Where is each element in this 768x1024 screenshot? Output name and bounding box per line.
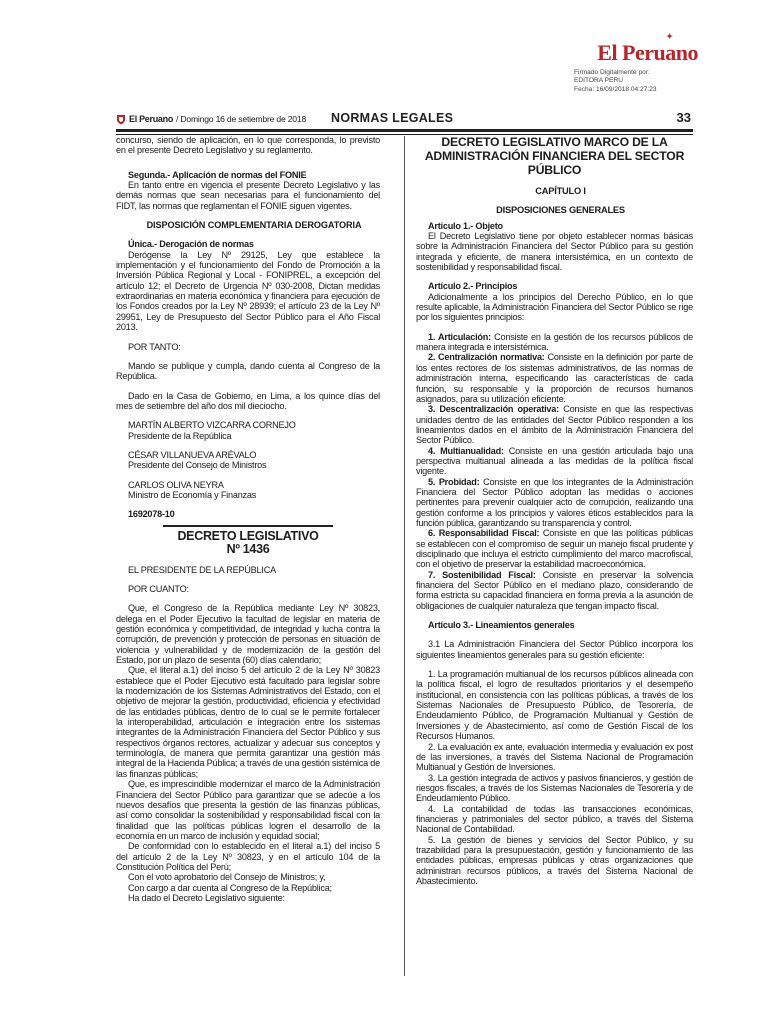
shield-icon bbox=[116, 114, 126, 125]
section-heading: DISPOSICIÓN COMPLEMENTARIA DEROGATORIA bbox=[146, 220, 362, 231]
provision-heading: Única.- Derogación de normas bbox=[128, 239, 254, 250]
principle-text: Consiste en una gestión articulada bajo una perspectiva multianual alineada a las medidas de la política fiscal vigente. bbox=[416, 445, 693, 477]
digital-signature bbox=[574, 69, 694, 94]
paragraph: Mando se publique y cumpla, dando cuenta al Congreso de la República. bbox=[116, 360, 380, 382]
paragraph: Ha dado el Decreto Legislativo siguiente: bbox=[128, 892, 285, 903]
signer-name: CARLOS OLIVA NEYRA bbox=[128, 479, 224, 490]
title-line: ADMINISTRACIÓN FINANCIERA DEL SECTOR bbox=[424, 149, 685, 163]
left-column bbox=[116, 135, 380, 903]
title-line: PÚBLICO bbox=[527, 163, 582, 177]
paragraph: EL PRESIDENTE DE LA REPÚBLICA bbox=[128, 564, 276, 575]
chapter-heading: CAPÍTULO I bbox=[535, 186, 586, 196]
signature-line: Firmado Digitalmente por: bbox=[574, 69, 650, 76]
paragraph: Con el voto aprobatorio del Consejo de Ministros; y, bbox=[128, 872, 326, 883]
header-rule bbox=[116, 129, 693, 132]
principle-label: 5. Probidad: bbox=[428, 476, 480, 487]
page-header bbox=[116, 110, 693, 128]
law-title bbox=[416, 135, 693, 177]
guideline-item: 4. La contabilidad de todas las transacciones económicas, financieras y patrimoniales del sector público, a través del Sistema Nacional de Contabilidad. bbox=[416, 803, 693, 835]
document-code: 1692078-10 bbox=[128, 509, 175, 520]
principle-label: 7. Sostenibilidad Fiscal: bbox=[428, 569, 536, 580]
paragraph: Que, es imprescindible modernizar el marco de la Administración Financiera del Sector Público para garantizar que se adecúe a los nuevos desafíos que presenta la gestión de las finanzas públicas, así como consolidar la sostenibilidad y responsabilidad fiscal con la finalidad que las políticas públicas logren el desarrollo de la economía en un marco de inclusión y equidad social; bbox=[116, 779, 380, 841]
right-column bbox=[416, 135, 693, 886]
guideline-item: 1. La programación multianual de los recursos públicos alineada con la política fiscal, el logro de resultados prioritarios y el desempeño institucional, en consistencia con las políticas públicas, a través de los Sistemas Nacionales de Presupuesto Público, de Tesorería, de Endeudamiento Público, de Programación Multianual y Gestión de Inversiones y de Abastecimiento, así como de Gestión Fiscal de los Recursos Humanos. bbox=[416, 669, 693, 742]
principle-text: Consiste en que los integrantes de la Administración Financiera del Sector Público adoptan las medidas o acciones pertinentes para prevenir cualquier acto de corrupción, realizando una gestión conforme a los principios y valores éticos establecidos para la función pública, garantizando su transparencia y control. bbox=[416, 476, 693, 528]
principle-text: Consiste en preservar la solvencia financiera del Sector Público en el mediano plazo, considerando de forma estricta su capacidad financiera en forma previa a la asunción de obligaciones de cualquier naturaleza que tengan impacto fiscal. bbox=[416, 569, 693, 611]
principle-label: 4. Multianualidad: bbox=[428, 445, 504, 456]
principle-label: 3. Descentralización operativa: bbox=[428, 404, 559, 415]
paragraph: Que, el literal a.1) del inciso 5 del artículo 2 de la Ley Nº 30823 establece que el Poder Ejecutivo está facultado para legislar sobre la modernización de los Sistemas Administrativos del Estado, con el objetivo de mejorar la gestión, productividad, eficiencia y efectividad de las entidades públicas, dentro de lo cual se le permite fortalecer la interoperabilidad, articulación e integración entre los sistemas integrantes de la Administración Financiera del Sector Público y sus respectivos órganos rectores, actualizar y adecuar sus conceptos y terminología, de manera que permita garantizar una gestión más integral de la Hacienda Pública; a través de una gestión sistémica de las finanzas públicas; bbox=[116, 665, 380, 779]
title-line: DECRETO LEGISLATIVO MARCO DE LA bbox=[441, 135, 668, 149]
chapter-title: DISPOSICIONES GENERALES bbox=[496, 205, 625, 216]
principle-label: 2. Centralización normativa: bbox=[428, 352, 545, 363]
paragraph: En tanto entre en vigencia el presente Decreto Legislativo y las demás normas que sean necesarias para el funcionamiento del FIDT, las normas que reglamentan el FONIE siguen vigentes. bbox=[116, 180, 380, 211]
principle-item bbox=[416, 404, 693, 445]
article-heading: Artículo 2.- Principios bbox=[428, 281, 518, 292]
signer-role: Presidente de la República bbox=[128, 430, 232, 441]
decree-title: DECRETO LEGISLATIVO bbox=[177, 528, 319, 543]
guideline-item: 5. La gestión de bienes y servicios del Sector Público, y su trazabilidad para la presupuestación, gestión y funcionamiento de las entidades públicas, empresas públicas y otras organizaciones que administran recursos públicos, a través del Sistema Nacional de Abastecimiento. bbox=[416, 834, 693, 886]
signer-role: Ministro de Economía y Finanzas bbox=[128, 489, 257, 500]
principle-item bbox=[416, 477, 693, 529]
provision-heading: Segunda.- Aplicación de normas del FONIE bbox=[128, 169, 307, 180]
signature-line: EDITORA PERU bbox=[574, 77, 623, 85]
principle-text: Consiste en que las respectivas unidades dentro de las entidades del Sector Público responden a los lineamientos dados en el ámbito de la Administración Financiera del Sector Público. bbox=[416, 404, 693, 446]
principle-text: Consiste en la definición por parte de los entes rectores de los sistemas administrativos, de las normas de administración interna, especificando las características de cada función, su responsable y la proporción de recursos humanos asignados, para su utilización eficiente. bbox=[416, 352, 693, 404]
decree-number: Nº 1436 bbox=[226, 541, 270, 556]
article-heading: Artículo 3.- Lineamientos generales bbox=[428, 620, 575, 631]
paragraph: Con cargo a dar cuenta al Congreso de la República; bbox=[128, 882, 332, 893]
el-peruano-logo bbox=[597, 32, 698, 66]
paragraph: Derógense la Ley Nº 29125, Ley que establece la implementación y el funcionamiento del Fondo de Promoción a la Inversión Pública Regional y Local - FONIPREL, a excepción del artículo 12; el Decreto de Urgencia Nº 030-2008, Dictan medidas extraordinarias en materia económica y financiera para ejecución de los Fondos creados por la Ley Nº 28939; el artículo 23 de la Ley Nº 29951, Ley de Presupuesto del Sector Público para el Año Fiscal 2013. bbox=[116, 249, 380, 333]
signer-name: CÉSAR VILLANUEVA ARÉVALO bbox=[128, 449, 257, 460]
principle-text: Consiste en que las políticas públicas se establecen con el compromiso de seguir un manejo fiscal prudente y disciplinado que incluya el estricto cumplimiento del marco macrofiscal, con el objetivo de preservar la estabilidad macroeconómica. bbox=[416, 528, 693, 570]
paragraph: De conformidad con lo establecido en el literal a.1) del inciso 5 del artículo 2 de la Ley Nº 30823, y en el artículo 104 de la Constitución Política del Perú; bbox=[116, 841, 380, 872]
principle-item bbox=[416, 332, 693, 353]
principle-text: Consiste en la gestión de los recursos públicos de manera integrada e intersistémica. bbox=[416, 331, 693, 353]
principle-label: 1. Articulación: bbox=[428, 331, 491, 342]
paragraph: Adicionalmente a los principios del Derecho Público, en lo que resulte aplicable, la Administración Financiera del Sector Público se rige por los siguientes principios: bbox=[416, 291, 693, 323]
paragraph: 3.1 La Administración Financiera del Sector Público incorpora los siguientes lineamientos generales para su gestión eficiente: bbox=[416, 639, 693, 660]
paragraph: El Decreto Legislativo tiene por objeto establecer normas básicas sobre la Administración Financiera del Sector Público para su gestión integrada y eficiente, de manera intersistémica, en un contexto de sostenibilidad y responsabilidad fiscal. bbox=[416, 231, 693, 273]
paragraph: concurso, siendo de aplicación, en lo que corresponda, lo previsto en el presente Decreto Legislativo y su reglamento. bbox=[116, 135, 380, 156]
signer-role: Presidente del Consejo de Ministros bbox=[128, 460, 267, 471]
section-title: NORMAS LEGALES bbox=[331, 111, 454, 125]
logo-text: El Peruano bbox=[597, 40, 698, 65]
publication-date: / Domingo 16 de setiembre de 2018 bbox=[176, 114, 307, 124]
guideline-item: 2. La evaluación ex ante, evaluación intermedia y evaluación ex post de las inversiones, a través del Sistema Nacional de Programación Multianual y Gestión de Inversiones. bbox=[416, 741, 693, 773]
principle-item bbox=[416, 528, 693, 569]
column-divider bbox=[404, 136, 405, 976]
principle-item bbox=[416, 446, 693, 477]
publication-name: El Peruano bbox=[129, 114, 174, 124]
signature-line: Fecha: 16/09/2018 04:27:23 bbox=[574, 85, 657, 93]
paragraph: Dado en la Casa de Gobierno, en Lima, a los quince días del mes de setiembre del año dos mil dieciocho. bbox=[116, 390, 380, 411]
paragraph: POR CUANTO: bbox=[128, 583, 189, 594]
principle-item bbox=[416, 352, 693, 404]
signer-name: MARTÍN ALBERTO VIZCARRA CORNEJO bbox=[128, 420, 296, 431]
principle-label: 6. Responsabilidad Fiscal: bbox=[428, 528, 540, 539]
page-number: 33 bbox=[676, 110, 691, 125]
principle-item bbox=[416, 570, 693, 611]
guideline-item: 3. La gestión integrada de activos y pasivos financieros, y gestión de riesgos fiscales, a través de los Sistemas Nacionales de Tesorería y de Endeudamiento Público. bbox=[416, 772, 693, 804]
article-heading: Artículo 1.- Objeto bbox=[428, 220, 503, 231]
crest-icon: ✦ bbox=[666, 32, 674, 41]
paragraph: POR TANTO: bbox=[128, 341, 181, 352]
paragraph: Que, el Congreso de la República mediante Ley Nº 30823, delega en el Poder Ejecutivo la facultad de legislar en materia de gestión económica y competitividad, de integridad y lucha contra la corrupción, de prevención y protección de personas en situación de violencia y vulnerabilidad y de modernización de la gestión del Estado, por un plazo de sesenta (60) días calendario; bbox=[116, 603, 380, 666]
decree-title-block bbox=[163, 525, 333, 556]
title-rule bbox=[163, 525, 333, 527]
